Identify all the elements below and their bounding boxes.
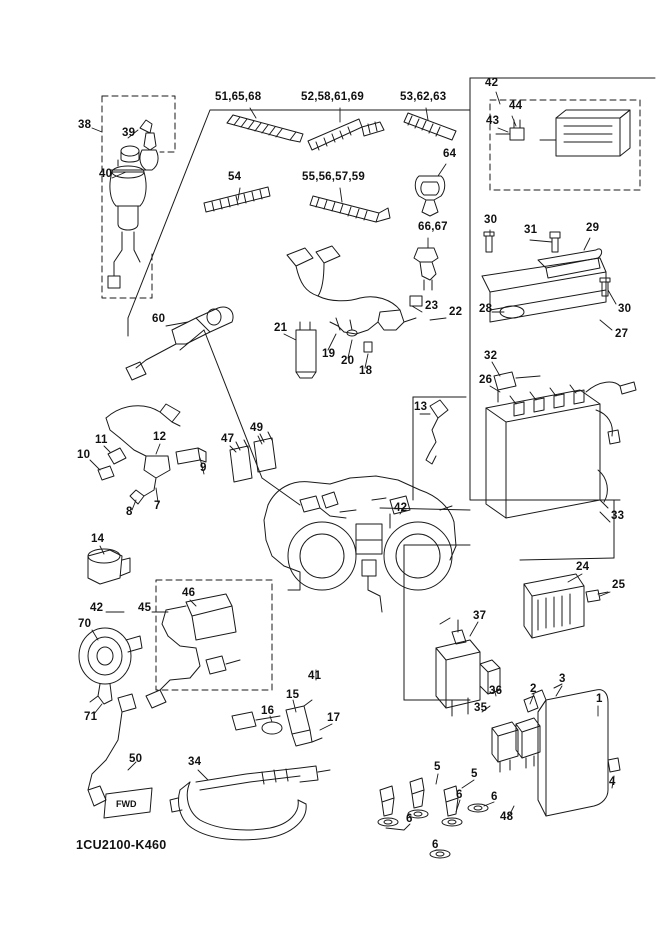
callout: 10 [77,449,91,461]
part-clamp-64 [415,176,445,216]
part-spark-plug [426,400,448,464]
callout: 43 [486,115,500,127]
callout: 36 [489,685,503,697]
callout: 5 [471,768,478,780]
callout: 29 [586,222,600,234]
callout: 47 [221,433,235,445]
callout: 3 [559,673,566,685]
callout: 42 [90,602,104,614]
part-coil-assembly [98,404,206,504]
callout: 38 [78,119,92,131]
callout: 42 [394,502,408,514]
callout: 30 [484,214,498,226]
callout: 70 [78,618,92,630]
callout: 44 [509,100,523,112]
callout: 48 [500,811,514,823]
callout: 32 [484,350,498,362]
part-cable-tie-b [308,119,384,150]
callout: 6 [491,791,498,803]
callout: 22 [449,306,463,318]
callout: 46 [182,587,196,599]
part-starter-relay [436,618,503,716]
callout: 16 [261,705,275,717]
region-outlines [128,78,655,700]
callout: 6 [432,839,439,851]
atv-outline [264,476,456,612]
callout: 26 [479,374,493,386]
callout: 35 [474,702,488,714]
part-relay-box [496,110,630,156]
part-battery-bracket [482,232,610,322]
callout: 14 [91,533,105,545]
part-wire-harness [287,246,422,378]
fwd-direction-label: FWD [116,799,137,809]
callout: 40 [99,168,113,180]
callout: 52,58,61,69 [301,91,364,103]
callout: 7 [154,500,161,512]
part-clip-66-67 [414,248,438,290]
part-coil-60 [126,307,233,380]
callout: 18 [359,365,373,377]
callout: 12 [153,431,167,443]
callout: 54 [228,171,242,183]
callout: 21 [274,322,288,334]
callout: 5 [434,761,441,773]
callout: 28 [479,303,493,315]
callout: 1 [596,693,603,705]
callout: 42 [485,77,499,89]
drawing-number: 1CU2100-K460 [76,838,167,852]
part-cap-14 [88,549,130,584]
callout: 24 [576,561,590,573]
dashed-group-relay-top [490,100,640,190]
callout: 41 [308,670,322,682]
callout: 25 [612,579,626,591]
part-regulator [524,574,608,638]
part-cable-tie-a [227,115,303,142]
callout: 19 [322,348,336,360]
callout: 6 [406,813,413,825]
part-cable-tie-c [404,113,456,140]
callout: 51,65,68 [215,91,262,103]
callout: 23 [425,300,439,312]
callout: 11 [95,434,108,446]
callout: 27 [615,328,629,340]
callout: 15 [286,689,300,701]
part-cable-tie-d [204,187,270,212]
callout: 45 [138,602,152,614]
callout: 53,62,63 [400,91,447,103]
callout: 49 [250,422,264,434]
callout: 31 [524,224,538,236]
part-battery-cover [524,684,620,816]
callout: 30 [618,303,632,315]
part-connector-15-17 [232,700,322,746]
callout: 71 [84,711,98,723]
part-harness-loop [170,766,330,840]
callout: 33 [611,510,625,522]
part-cable-tie-e [310,196,390,222]
callout: 66,67 [418,221,448,233]
callout: 64 [443,148,457,160]
callout: 55,56,57,59 [302,171,365,183]
part-relays-48 [492,718,540,772]
dashed-group-ignition [102,96,175,298]
part-ignition-key [108,120,158,288]
callout: 34 [188,756,202,768]
callout: 17 [327,712,341,724]
part-battery [486,372,636,518]
callout: 39 [122,127,136,139]
callout: 50 [129,753,143,765]
callout: 2 [530,683,537,695]
part-horn [79,628,142,704]
part-fuse-holders [230,432,276,482]
callout: 20 [341,355,355,367]
part-cdi-unit [146,594,240,708]
callout: 60 [152,313,166,325]
callout: 8 [126,506,133,518]
callout: 13 [414,401,428,413]
callout: 37 [473,610,487,622]
callout: 9 [200,462,207,474]
callout: 6 [456,789,463,801]
callout: 4 [609,776,616,788]
